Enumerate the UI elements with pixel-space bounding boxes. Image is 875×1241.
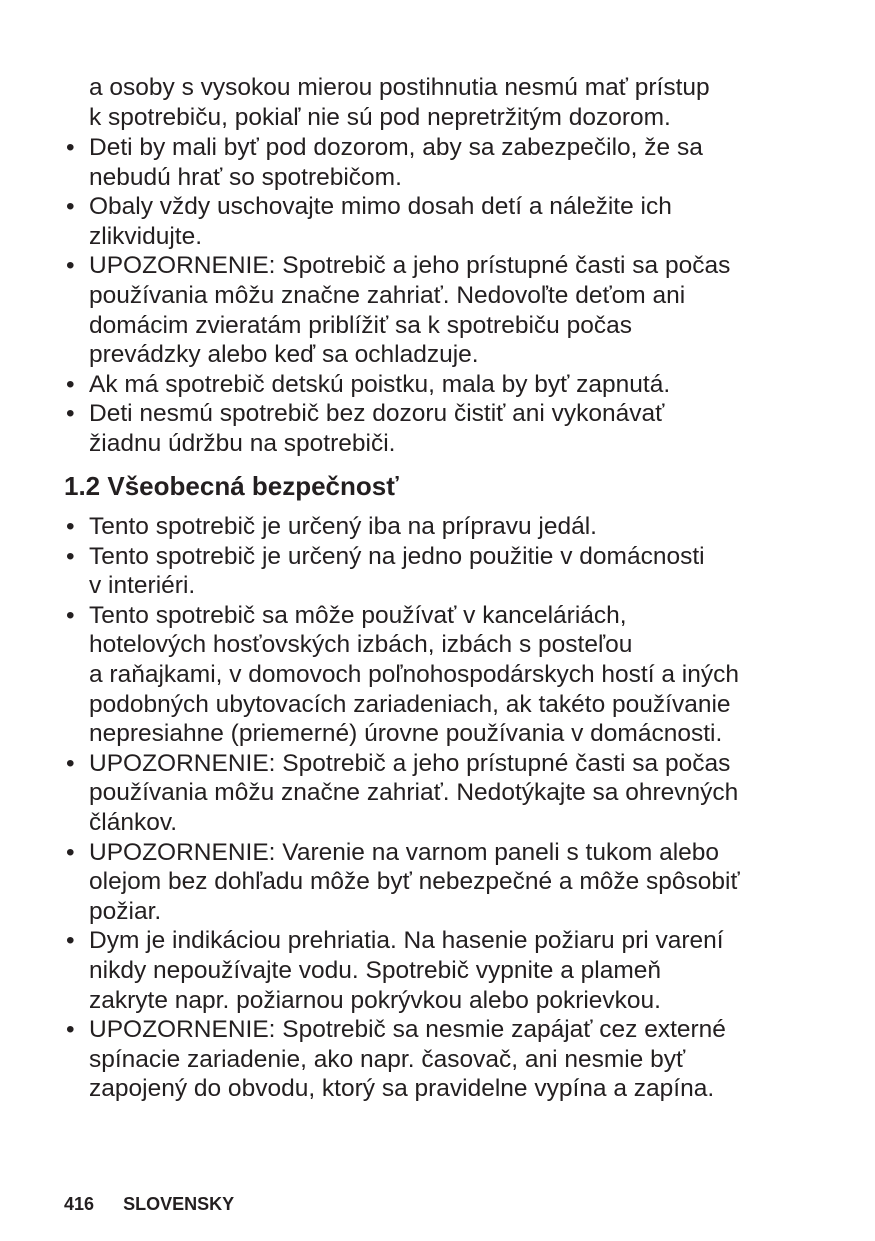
bullet-icon: • [66, 601, 75, 629]
bullet-icon: • [66, 370, 75, 398]
page-number: 416 [64, 1194, 95, 1214]
section-heading: 1.2 Všeobecná bezpečnosť [64, 471, 399, 501]
text-line: Dym je indikáciou prehriatia. Na hasenie požiaru pri varení [89, 927, 724, 955]
bullet-icon: • [66, 1016, 75, 1044]
list-item [64, 133, 824, 192]
bullet-icon: • [66, 400, 75, 428]
language-label: SLOVENSKY [123, 1194, 235, 1214]
text-line: Obaly vždy uschovajte mimo dosah detí a náležite ich [89, 193, 672, 221]
continuation-paragraph [89, 73, 829, 132]
text-line: podobných ubytovacích zariadeniach, ak takéto používanie [89, 690, 731, 718]
bullet-icon: • [66, 749, 75, 777]
bullet-icon: • [66, 134, 75, 161]
text-line: používania môžu značne zahriať. Nedotýkajte sa ohrevných [89, 779, 739, 807]
text-line: k spotrebiču, pokiaľ nie sú pod nepretržitým dozorom. [89, 103, 671, 131]
text-line: v interiéri. [89, 572, 196, 600]
list-item [64, 749, 824, 838]
text-line: zapojený do obvodu, ktorý sa pravidelne vypína a zapína. [89, 1075, 715, 1103]
text-line: žiadnu údržbu na spotrebiči. [89, 429, 396, 457]
page-footer [64, 1193, 234, 1215]
text-line: a raňajkami, v domovoch poľnohospodárskych hostí a iných [89, 660, 739, 688]
list-item [64, 926, 824, 1015]
text-line: zakryte napr. požiarnou pokrývkou alebo pokrievkou. [89, 986, 661, 1014]
text-line: domácim zvieratám priblížiť sa k spotrebiču počas [89, 311, 632, 339]
text-line: prevádzky alebo keď sa ochladzuje. [89, 341, 479, 369]
text-line: Deti nesmú spotrebič bez dozoru čistiť ani vykonávať [89, 400, 665, 428]
text-line: Deti by mali byť pod dozorom, aby sa zabezpečilo, že sa [89, 134, 703, 161]
list-item [64, 399, 824, 458]
list-item [64, 370, 824, 400]
bullet-icon: • [66, 927, 75, 955]
list-item [64, 601, 824, 749]
list-item [64, 251, 824, 369]
text-line: používania môžu značne zahriať. Nedovoľte deťom ani [89, 281, 686, 309]
text-line: Tento spotrebič je určený iba na prípravu jedál. [89, 513, 597, 540]
bullet-list-general-safety [64, 512, 824, 1104]
bullet-icon: • [66, 838, 75, 866]
text-line: hotelových hosťovských izbách, izbách s posteľou [89, 631, 633, 659]
text-line: nepresiahne (priemerné) úrovne používania v domácnosti. [89, 720, 723, 748]
text-line: Tento spotrebič sa môže používať v kanceláriách, [89, 601, 627, 629]
text-line: nikdy nepoužívajte vodu. Spotrebič vypnite a plameň [89, 956, 662, 984]
list-item [64, 192, 824, 251]
list-item [64, 1015, 824, 1104]
text-line: zlikvidujte. [89, 222, 203, 250]
text-line: UPOZORNENIE: Varenie na varnom paneli s tukom alebo [89, 838, 720, 866]
text-line: UPOZORNENIE: Spotrebič a jeho prístupné časti sa počas [89, 252, 731, 280]
text-line: Tento spotrebič je určený na jedno použitie v domácnosti [89, 542, 705, 570]
text-line: UPOZORNENIE: Spotrebič sa nesmie zapájať cez externé [89, 1016, 726, 1044]
bullet-icon: • [66, 513, 75, 540]
text-line: požiar. [89, 897, 162, 925]
list-item [64, 838, 824, 927]
text-line: nebudú hrať so spotrebičom. [89, 163, 402, 191]
list-item [64, 542, 824, 601]
text-line: a osoby s vysokou mierou postihnutia nesmú mať prístup [89, 74, 710, 101]
text-line: článkov. [89, 808, 178, 836]
bullet-icon: • [66, 193, 75, 221]
bullet-list-children-safety [64, 133, 824, 459]
text-line: Ak má spotrebič detskú poistku, mala by byť zapnutá. [89, 370, 671, 398]
bullet-icon: • [66, 252, 75, 280]
list-item [64, 512, 824, 542]
text-line: spínacie zariadenie, ako napr. časovač, ani nesmie byť [89, 1045, 686, 1073]
bullet-icon: • [66, 542, 75, 570]
text-line: UPOZORNENIE: Spotrebič a jeho prístupné časti sa počas [89, 749, 731, 777]
text-line: olejom bez dohľadu môže byť nebezpečné a môže spôsobiť [89, 868, 740, 896]
